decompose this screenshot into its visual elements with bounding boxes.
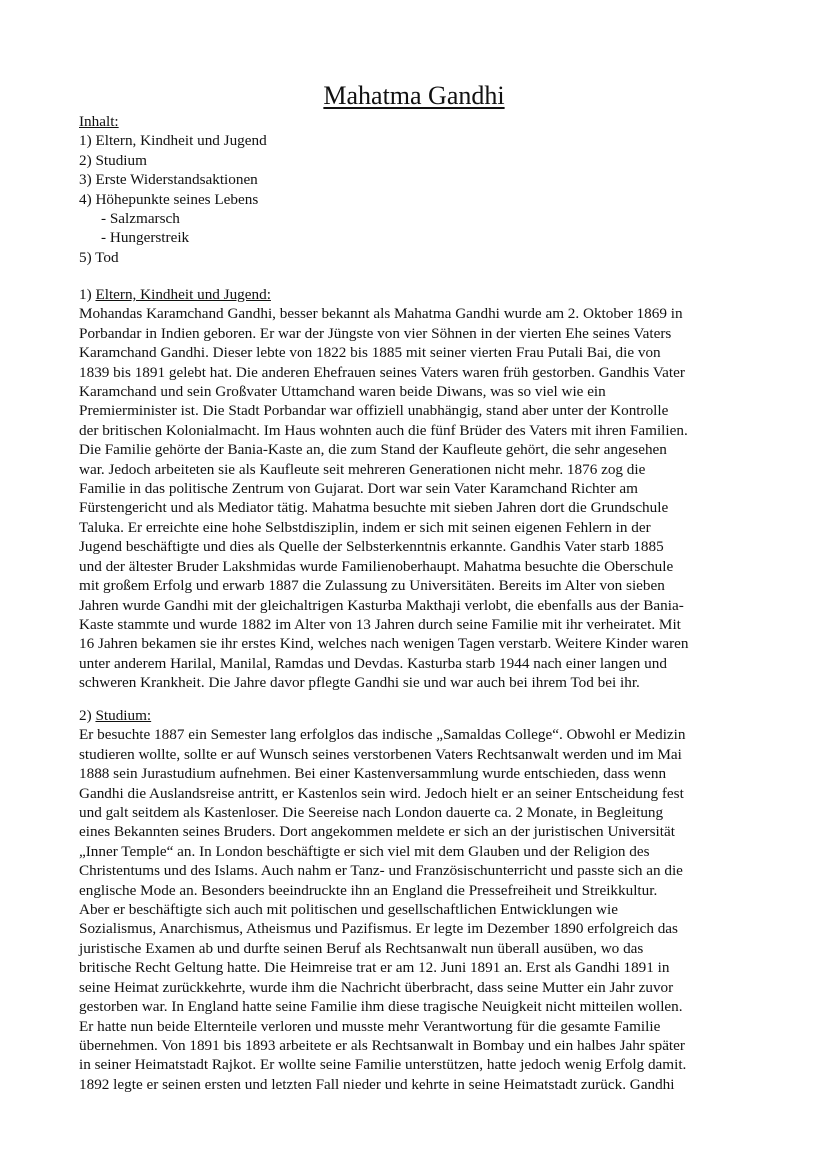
section-studium [79,706,759,1094]
text-line: studieren wollte, sollte er auf Wunsch seines verstorbenen Vaters Rechtsanwalt werden und im Mai [79,745,682,763]
section-heading-text: Eltern, Kindheit und Jugend: [95,286,271,303]
text-line: Fürstengericht und als Mediator tätig. Mahatma besuchte mit sieben Jahren dort die Grundschule [79,499,669,517]
text-line: 16 Jahren bekamen sie ihr erstes Kind, welches nach wenigen Tagen verstarb. Weitere Kinder waren [79,635,689,653]
text-line: Er besuchte 1887 ein Semester lang erfolglos das indische „Samaldas College“. Obwohl er Medizin [79,726,686,744]
toc-item: 5) Tod [79,248,119,266]
text-line: eines Bekannten seines Bruders. Dort angekommen meldete er sich an der juristischen Universität [79,823,675,841]
text-line: übernehmen. Von 1891 bis 1893 arbeitete er als Rechtsanwalt in Bombay und ein halbes Jahr später [79,1036,685,1054]
text-line: der britischen Kolonialmacht. Im Haus wohnten auch die fünf Brüder des Vaters mit ihren Familien. [79,421,688,439]
text-line: unter anderem Harilal, Manilal, Ramdas und Devdas. Kasturba starb 1944 nach einer langen und [79,654,667,672]
section-heading [79,706,759,725]
toc-item: 3) Erste Widerstandsaktionen [79,171,258,189]
text-line: Mohandas Karamchand Gandhi, besser bekannt als Mahatma Gandhi wurde am 2. Oktober 1869 in [79,305,683,323]
text-line: mit großem Erfolg und erwarb 1887 die Zulassung zu Universitäten. Bereits im Alter von sieben [79,577,665,595]
text-line: gestorben war. In England hatte seine Familie ihm diese tragische Neuigkeit nicht mitteilen wollen. [79,998,683,1016]
text-line: 1892 legte er seinen ersten und letzten Fall nieder und kehrte in seine Heimatstadt zurück. Gandhi [79,1075,675,1093]
text-line: und galt seitdem als Kastenloser. Die Seereise nach London dauerte ca. 2 Monate, in Begleitung [79,804,664,822]
toc-item: 4) Höhepunkte seines Lebens [79,190,259,208]
section-heading [79,285,759,304]
toc-item: 1) Eltern, Kindheit und Jugend [79,132,267,150]
text-line: Karamchand Gandhi. Dieser lebte von 1822 bis 1885 mit seiner vierten Frau Putali Bai, die von [79,344,661,362]
toc-item: 2) Studium [79,151,147,169]
section-body [79,725,759,1094]
section-number: 2) [79,707,96,724]
page-title: Mahatma Gandhi [323,81,505,110]
text-line: Christentums und des Islams. Auch nahm er Tanz- und Französischunterricht und passte sich an die [79,862,683,880]
text-line: Taluka. Er erreichte eine hohe Selbstdisziplin, indem er sich mit seinen eigenen Fehlern in der [79,518,651,536]
text-line: in seiner Heimatstadt Rajkot. Er wollte seine Familie unterstützen, hatte jedoch wenig Erfolg damit. [79,1056,687,1074]
text-line: Karamchand und sein Großvater Uttamchand waren beide Diwans, was so viel wie ein [79,383,606,401]
toc-heading: Inhalt: [79,113,119,130]
text-line: Porbandar in Indien geboren. Er war der Jüngste von vier Söhnen in der vierten Ehe seines Vaters [79,324,672,342]
section-number: 1) [79,286,96,303]
text-line: englische Mode an. Besonders beeindruckte ihn an England die Pressefreiheit und Streikkultur. [79,881,658,899]
text-line: „Inner Temple“ an. In London beschäftigte er sich viel mit dem Glauben und der Religion des [79,842,650,860]
text-line: Jahren wurde Gandhi mit der gleichaltrigen Kasturba Makthaji verlobt, die ebenfalls aus der Bania- [79,596,684,614]
table-of-contents [79,112,759,267]
text-line: Aber er beschäftigte sich auch mit politischen und gesellschaftlichen Entwicklungen wie [79,901,618,919]
text-line: war. Jedoch arbeiteten sie als Kaufleute seit mehreren Generationen nicht mehr. 1876 zog die [79,460,646,478]
section-body [79,304,759,692]
text-line: und der ältester Bruder Lakshmidas wurde Familienoberhaupt. Mahatma besuchte die Oberschule [79,557,674,575]
section-heading-text: Studium: [95,707,152,724]
text-line: Kaste stammte und wurde 1882 im Alter von 13 Jahren durch seine Familie mit ihr verheiratet. Mit [79,615,681,633]
text-line: Premierminister ist. Die Stadt Porbandar war offiziell unabhängig, stand aber unter der Kontrolle [79,402,669,420]
text-line: britische Recht Geltung hatte. Die Heimreise trat er am 12. Juni 1891 an. Erst als Gandhi 1891 in [79,959,670,977]
text-line: Familie in das politische Zentrum von Gujarat. Dort war sein Vater Karamchand Richter am [79,480,638,498]
toc-subitem: - Salzmarsch [101,210,180,228]
section-eltern-kindheit-jugend [79,285,759,693]
text-line: seine Heimat zurückkehrte, wurde ihm die Nachricht überbracht, dass seine Mutter ein Jahr zuvor [79,978,674,996]
text-line: Jugend beschäftigte und dies als Quelle der Selbsterkenntnis erkannte. Gandhis Vater starb 1885 [79,538,664,556]
text-line: Die Familie gehörte der Bania-Kaste an, die zum Stand der Kaufleute gehört, die sehr angesehen [79,441,667,459]
text-line: 1839 bis 1891 gelebt hat. Die anderen Ehefrauen seines Vaters waren früh gestorben. Gandhis Vater [79,363,685,381]
text-line: Sozialismus, Anarchismus, Atheismus und Pazifismus. Er legte im Dezember 1890 erfolgreich das [79,920,678,938]
text-line: 1888 sein Jurastudium aufnehmen. Bei einer Kastenversammlung wurde entschieden, dass wenn [79,765,667,783]
text-line: Er hatte nun beide Elternteile verloren und musste mehr Verantwortung für die gesamte Familie [79,1017,661,1035]
text-line: schweren Krankheit. Die Jahre davor pflegte Gandhi sie und war auch bei ihrem Tod bei ihr. [79,674,640,692]
toc-subitem: - Hungerstreik [101,229,190,247]
text-line: juristische Examen ab und durfte seinen Beruf als Rechtsanwalt nun überall ausüben, wo das [79,939,644,957]
text-line: Gandhi die Auslandsreise antritt, er Kastenlos sein wird. Jedoch hielt er an seiner Entscheidung fest [79,784,684,802]
